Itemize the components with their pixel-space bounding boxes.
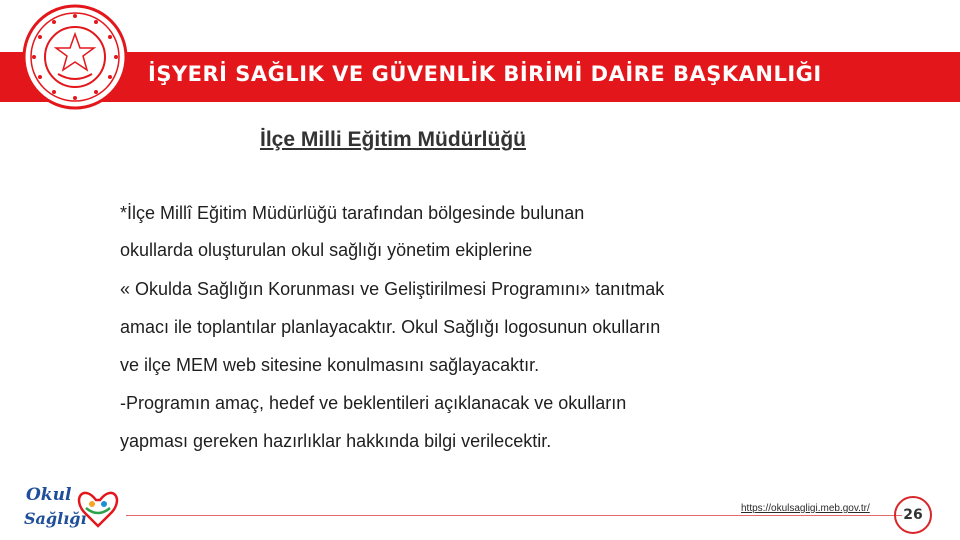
ministry-seal-icon bbox=[22, 4, 128, 110]
body-line-3: « Okulda Sağlığın Korunması ve Geliştirilmesi Programını» tanıtmak bbox=[120, 279, 665, 299]
page-number-text: 26 bbox=[903, 507, 923, 523]
body-line-6: -Programın amaç, hedef ve beklentileri açıklanacak ve okulların bbox=[120, 393, 627, 413]
body-line-2: okullarda oluşturulan okul sağlığı yönetim ekiplerine bbox=[120, 240, 533, 260]
okul-logo-line1: Okul bbox=[26, 485, 72, 505]
footer-website-link[interactable]: https://okulsagligi.meb.gov.tr/ bbox=[741, 503, 870, 514]
page-subtitle: İlçe Milli Eğitim Müdürlüğü bbox=[260, 128, 526, 151]
header-title: İŞYERİ SAĞLIK VE GÜVENLİK BİRİMİ DAİRE BAŞKANLIĞI bbox=[148, 62, 822, 86]
body-line-7: yapması gereken hazırlıklar hakkında bilgi verilecektir. bbox=[120, 431, 552, 451]
okul-sagligi-logo-icon bbox=[18, 478, 126, 534]
footer-divider bbox=[126, 515, 902, 516]
okul-logo-line2: Sağlığı bbox=[24, 509, 87, 528]
body-line-5: ve ilçe MEM web sitesine konulmasını sağlayacaktır. bbox=[120, 355, 540, 375]
body-line-1: *İlçe Millî Eğitim Müdürlüğü tarafından bölgesinde bulunan bbox=[120, 203, 585, 223]
page-number bbox=[894, 496, 932, 534]
body-line-4: amacı ile toplantılar planlayacaktır. Okul Sağlığı logosunun okulların bbox=[120, 317, 661, 337]
